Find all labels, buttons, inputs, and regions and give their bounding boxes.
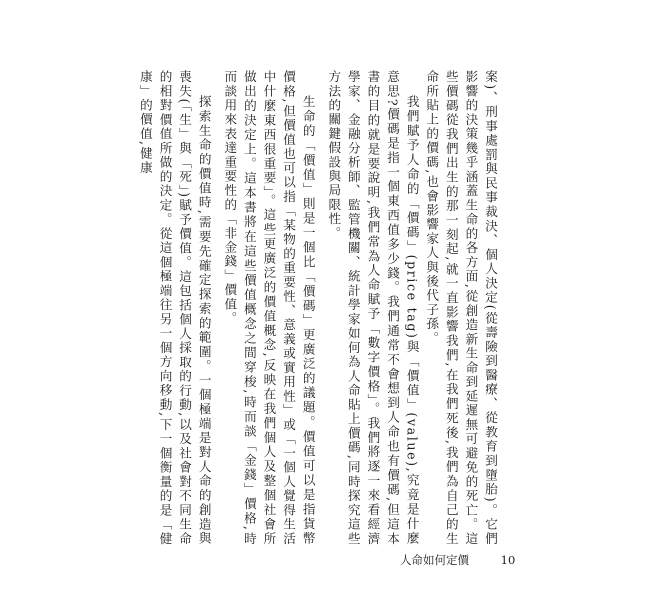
paragraph-4: 探索生命的價值時,需要先確定探索的範圍。一個極端是對人命的創造與喪失(「生」與「死」)賦予價值。這包括個人採取的行動,以及社會對不同生命的相對價值所做的決定。從這個極端往另一個方向移動,下一個衡量的是「健康」的價值,健康 <box>137 70 212 546</box>
vertical-body-text <box>129 70 500 546</box>
paragraph-1: 案)、刑事處罰與民事裁決、個人決定(從壽險到醫療、從教育到墮胎)。它們影響的決策幾乎涵蓋生命的各方面,從創造新生命到延遲無可避免的死亡。這些價碼從我們出生的那一刻起,就一直影響我們,在我們死後,我們為自己的生命所貼上的價碼,也會影響家人與後代子孫。 <box>424 70 498 546</box>
paragraph-3: 生命的「價值」則是一個比「價碼」更廣泛的議題。價值可以是指貨幣價格,但價值也可以指「某物的重要性、意義或實用性」或「一個人覺得生活中什麼東西很重要」。這些更廣泛的價值概念,反映在我們個人及整個社會所做出的決定上。這本書將在這些價值概念之間穿梭,時而談「金錢」價格,時而談用來表達重要性的「非金錢」價值。 <box>222 70 316 546</box>
paragraph-2: 我們賦予人命的「價碼」(price tag)與「價值」(value),究竟是什麼意思?價碼是指一個東西值多少錢。我們通常不會想到人命也有價碼,但這本書的目的就是要說明,我們常為人命賦予「數字價格」。我們將逐一來看經濟學家、金融分析師、監管機關、統計學家如何為人命貼上價碼,同時探究這些方法的關鍵假設與局限性。 <box>326 70 420 546</box>
page-footer <box>400 552 515 568</box>
page-number: 10 <box>500 553 516 567</box>
running-title: 人命如何定價 <box>400 553 469 567</box>
